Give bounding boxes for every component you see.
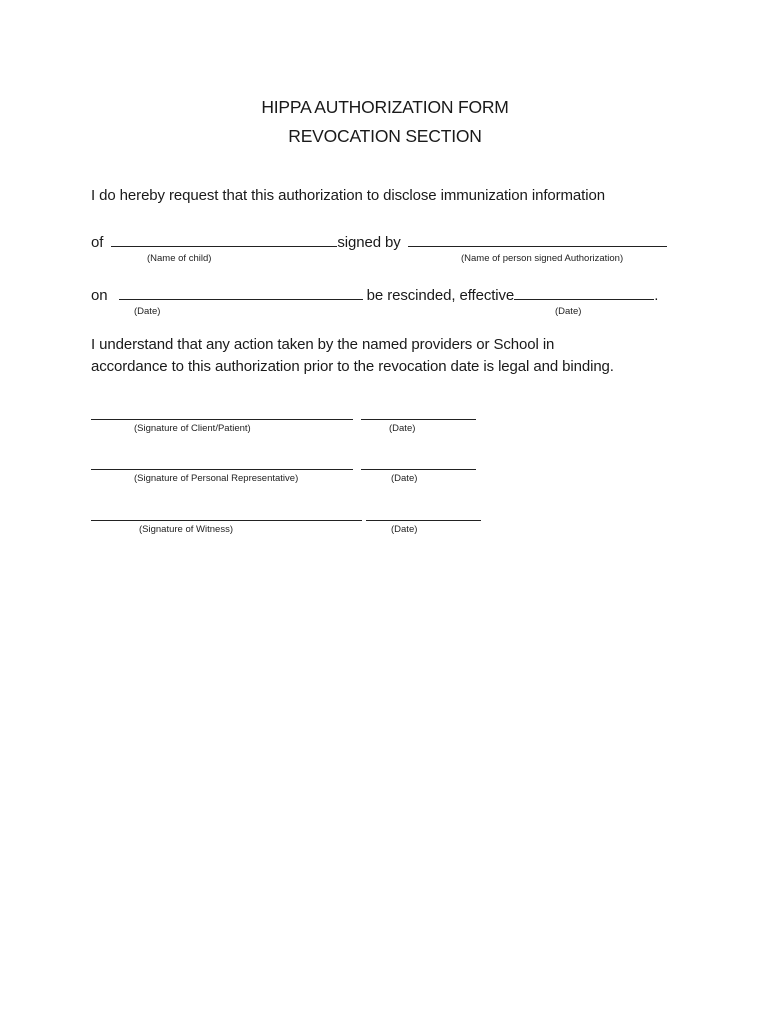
on-label: on (91, 287, 108, 304)
representative-date-line[interactable] (361, 469, 476, 470)
representative-signature-line[interactable] (91, 469, 353, 470)
effective-date-field[interactable] (514, 285, 654, 300)
date-caption-right: (Date) (555, 306, 582, 317)
signed-by-label: signed by (337, 234, 401, 251)
signer-name-caption: (Name of person signed Authorization) (461, 253, 624, 264)
client-signature-line[interactable] (91, 419, 353, 420)
client-date-line[interactable] (361, 419, 476, 420)
understand-text-line1: I understand that any action taken by the named providers or School in (91, 336, 555, 353)
child-name-caption: (Name of child) (147, 253, 212, 264)
representative-date-caption: (Date) (391, 473, 418, 484)
witness-signature-line[interactable] (91, 520, 362, 521)
form-subtitle: REVOCATION SECTION (288, 126, 482, 146)
on-row (91, 285, 658, 304)
intro-text: I do hereby request that this authorization to disclose immunization information (91, 187, 605, 204)
witness-signature-caption: (Signature of Witness) (139, 524, 233, 535)
client-date-caption: (Date) (389, 423, 416, 434)
signer-name-field[interactable] (408, 232, 667, 247)
revocation-date-field[interactable] (119, 285, 363, 300)
period: . (654, 287, 659, 304)
of-row (91, 232, 667, 251)
understand-text-line2: accordance to this authorization prior to the revocation date is legal and binding. (91, 358, 614, 375)
form-title: HIPPA AUTHORIZATION FORM (261, 97, 509, 117)
representative-signature-caption: (Signature of Personal Representative) (134, 473, 299, 484)
date-caption-left: (Date) (134, 306, 161, 317)
witness-date-caption: (Date) (391, 524, 418, 535)
of-label: of (91, 234, 104, 251)
witness-date-line[interactable] (366, 520, 481, 521)
child-name-field[interactable] (111, 232, 337, 247)
client-signature-caption: (Signature of Client/Patient) (134, 423, 251, 434)
rescinded-label: be rescinded, effective (366, 287, 515, 304)
